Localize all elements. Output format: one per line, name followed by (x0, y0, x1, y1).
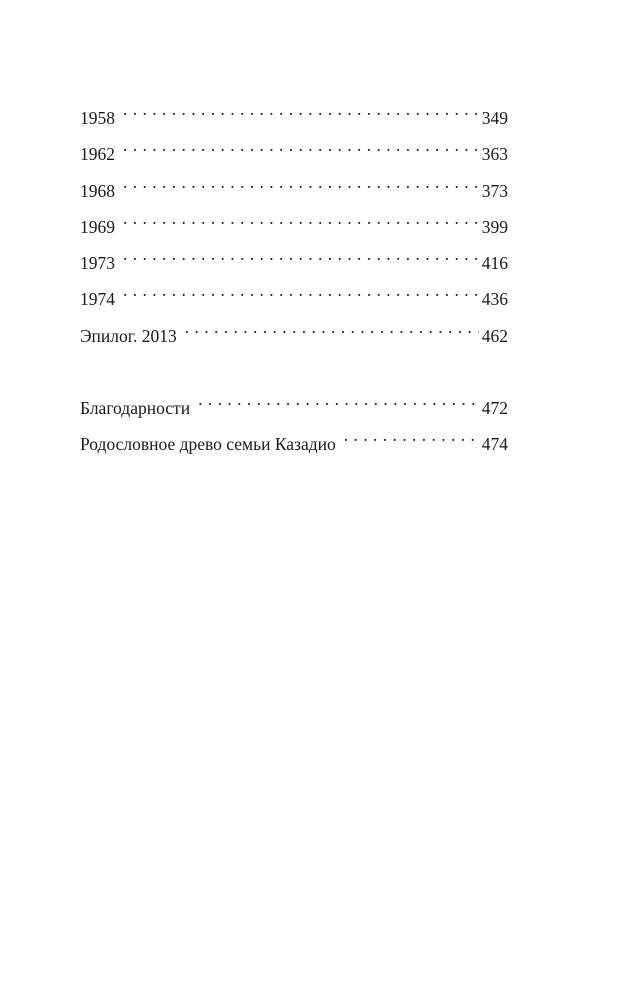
toc-entry-title: 1958 (80, 108, 115, 128)
toc-entry-page: 462 (479, 321, 508, 351)
toc-entry-page: 436 (479, 284, 508, 314)
table-of-contents (80, 94, 508, 457)
dot-leader (123, 203, 479, 233)
toc-entry-page: 373 (479, 176, 508, 206)
dot-leader (123, 94, 479, 124)
dot-leader (185, 312, 479, 342)
toc-entry-page: 399 (479, 212, 508, 242)
toc-entry-1958[interactable] (80, 94, 508, 130)
toc-entry-1968[interactable] (80, 167, 508, 203)
toc-entry-title: 1973 (80, 253, 115, 274)
toc-entry-1974[interactable] (80, 275, 508, 311)
section-spacer (80, 348, 508, 384)
toc-entry-family-tree[interactable] (80, 420, 508, 456)
toc-entry-1973[interactable] (80, 239, 508, 275)
dot-leader (123, 239, 479, 269)
toc-entry-title: 1969 (80, 216, 115, 237)
toc-entry-1969[interactable] (80, 203, 508, 239)
toc-entry-title: Эпилог. 2013 (80, 325, 177, 346)
toc-entry-epilogue[interactable] (80, 312, 508, 348)
dot-leader (123, 275, 479, 305)
dot-leader (344, 420, 479, 450)
dot-leader (123, 167, 479, 197)
toc-entry-title: Родословное древо семьи Казадио (80, 434, 336, 455)
toc-entry-title: 1962 (80, 144, 115, 165)
toc-entry-title: 1968 (80, 180, 115, 201)
toc-entry-title: 1974 (80, 289, 115, 310)
toc-entry-page: 474 (479, 429, 508, 459)
toc-entry-1962[interactable] (80, 130, 508, 166)
toc-entry-title: Благодарности (80, 398, 191, 419)
toc-entry-page: 363 (479, 139, 508, 169)
toc-entry-page: 349 (479, 103, 508, 133)
toc-entry-page: 472 (479, 393, 508, 423)
dot-leader (123, 130, 479, 160)
toc-entry-acknowledgements[interactable] (80, 384, 508, 420)
dot-leader (198, 384, 479, 414)
toc-entry-page: 416 (479, 248, 508, 278)
